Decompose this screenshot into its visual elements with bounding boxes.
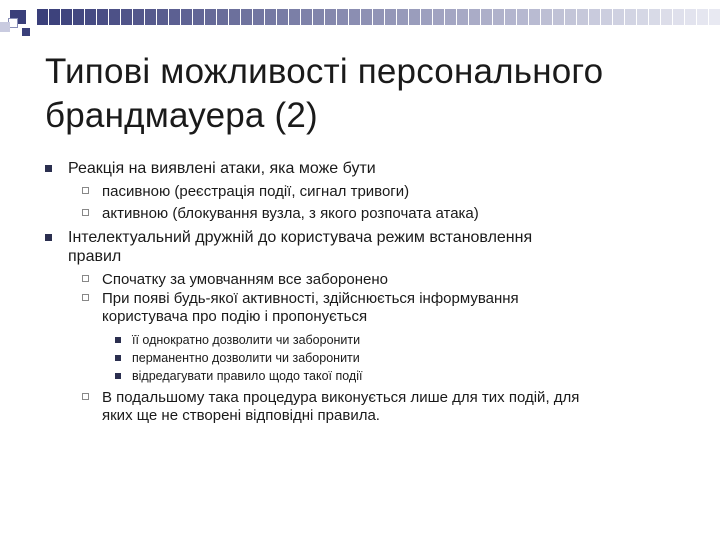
top-bar-stripe	[336, 9, 348, 25]
top-gradient-bar	[36, 9, 720, 25]
bullet-hollow-square-icon	[82, 209, 89, 216]
top-bar-stripe	[576, 9, 588, 25]
top-bar-stripe	[180, 9, 192, 25]
top-bar-stripe	[60, 9, 72, 25]
top-bar-stripe	[372, 9, 384, 25]
top-bar-stripe	[444, 9, 456, 25]
top-bar-stripe	[48, 9, 60, 25]
bullet-2-3-line-1: В подальшому така процедура виконується лише для тих подій, для	[102, 389, 580, 406]
top-bar-stripe	[108, 9, 120, 25]
top-bar-stripe	[276, 9, 288, 25]
top-bar-stripe	[516, 9, 528, 25]
bullet-hollow-square-icon	[82, 275, 89, 282]
top-bar-stripe	[468, 9, 480, 25]
top-bar-stripe	[564, 9, 576, 25]
bullet-hollow-square-icon	[82, 187, 89, 194]
top-bar-stripe	[312, 9, 324, 25]
top-bar-stripe	[168, 9, 180, 25]
bullet-2-2-line-2: користувача про подію і пропонується	[102, 308, 368, 325]
bullet-2-2-3: відредагувати правило щодо такої події	[132, 369, 363, 383]
bullet-2-2-1: її однократно дозволити чи заборонити	[132, 333, 361, 347]
top-bar-stripe	[324, 9, 336, 25]
title-line-1: Типові можливості персонального	[45, 52, 604, 91]
slide-title	[45, 50, 695, 138]
top-bar-stripe	[204, 9, 216, 25]
top-bar-stripe	[36, 9, 48, 25]
bullet-square-icon	[115, 355, 121, 361]
bullet-2-line-2: правил	[68, 248, 122, 265]
top-bar-stripe	[636, 9, 648, 25]
top-bar-stripe	[384, 9, 396, 25]
top-bar-stripe	[252, 9, 264, 25]
top-bar-stripe	[192, 9, 204, 25]
top-bar-stripe	[72, 9, 84, 25]
corner-square-small	[22, 28, 30, 36]
top-bar-stripe	[96, 9, 108, 25]
corner-square-light	[0, 22, 10, 32]
top-bar-stripe	[432, 9, 444, 25]
bullet-1-2: активною (блокування вузла, з якого розпочата атака)	[102, 205, 479, 222]
top-bar-stripe	[612, 9, 624, 25]
bullet-square-icon	[115, 373, 121, 379]
top-bar-stripe	[288, 9, 300, 25]
bullet-hollow-square-icon	[82, 294, 89, 301]
top-bar-stripe	[552, 9, 564, 25]
top-bar-stripe	[120, 9, 132, 25]
bullet-square-icon	[45, 234, 52, 241]
top-bar-stripe	[456, 9, 468, 25]
top-bar-stripe	[492, 9, 504, 25]
top-bar-stripe	[504, 9, 516, 25]
bullet-2-line-1: Інтелектуальний дружній до користувача режим встановлення	[68, 229, 533, 246]
top-bar-stripe	[480, 9, 492, 25]
top-bar-stripe	[264, 9, 276, 25]
top-bar-stripe	[648, 9, 660, 25]
top-bar-stripe	[600, 9, 612, 25]
top-bar-stripe	[408, 9, 420, 25]
top-bar-stripe	[240, 9, 252, 25]
top-bar-stripe	[528, 9, 540, 25]
top-bar-stripe	[360, 9, 372, 25]
bullet-square-icon	[115, 337, 121, 343]
top-bar-stripe	[144, 9, 156, 25]
top-bar-stripe	[660, 9, 672, 25]
top-bar-stripe	[672, 9, 684, 25]
bullet-square-icon	[45, 165, 52, 172]
top-bar-stripe	[84, 9, 96, 25]
top-bar-stripe	[132, 9, 144, 25]
bullet-2-2-line-1: При появі будь-якої активності, здійснюється інформування	[102, 290, 519, 307]
top-bar-stripe	[216, 9, 228, 25]
top-bar-stripe	[420, 9, 432, 25]
title-line-2: брандмауера (2)	[45, 96, 318, 135]
top-bar-stripe	[228, 9, 240, 25]
top-bar-stripe	[300, 9, 312, 25]
top-bar-stripe	[156, 9, 168, 25]
top-bar-stripe	[708, 9, 720, 25]
top-bar-stripe	[540, 9, 552, 25]
bullet-1-1: пасивною (реєстрація події, сигнал тривоги)	[102, 183, 410, 200]
top-bar-stripe	[684, 9, 696, 25]
top-bar-stripe	[696, 9, 708, 25]
bullet-2-3-line-2: яких ще не створені відповідні правила.	[102, 407, 380, 424]
top-bar-stripe	[348, 9, 360, 25]
bullet-2-2-2: перманентно дозволити чи заборонити	[132, 351, 360, 365]
bullet-1: Реакція на виявлені атаки, яка може бути	[68, 160, 376, 177]
top-bar-stripe	[588, 9, 600, 25]
top-bar-stripe	[396, 9, 408, 25]
bullet-hollow-square-icon	[82, 393, 89, 400]
top-bar-stripe	[624, 9, 636, 25]
bullet-2-1: Спочатку за умовчанням все заборонено	[102, 271, 388, 288]
